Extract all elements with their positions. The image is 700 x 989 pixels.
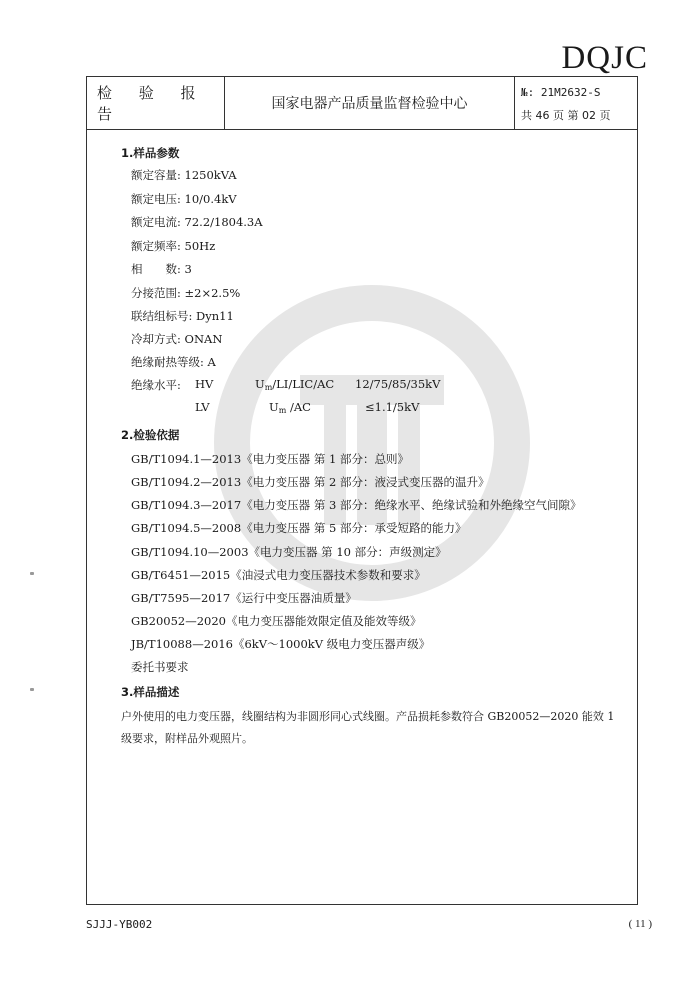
- standard-item: GB/T1094.10—2003《电力变压器 第 10 部分：声级测定》: [131, 545, 447, 559]
- hv-value: 12/75/85/35kV: [355, 377, 441, 391]
- section-title: 3.样品描述: [121, 685, 180, 699]
- param-value: 1250kVA: [184, 168, 237, 182]
- param-row: [131, 191, 237, 207]
- lv-param: $U_m$ /AC: [269, 400, 311, 415]
- param-label: 冷却方式:: [131, 332, 181, 346]
- description-line: 级要求，附样品外观照片。: [121, 732, 253, 745]
- param-row: [131, 331, 222, 347]
- lv-value: ≤1.1/5kV: [365, 400, 420, 414]
- standard-item: GB/T1094.1—2013《电力变压器 第 1 部分：总则》: [131, 452, 409, 466]
- standard-item: GB/T1094.2—2013《电力变压器 第 2 部分：液浸式变压器的温升》: [131, 475, 490, 489]
- param-label: 分接范围:: [131, 286, 181, 300]
- section-title: 2.检验依据: [121, 428, 180, 442]
- param-value: A: [207, 355, 216, 369]
- insulation-label: 绝缘水平:: [131, 378, 181, 392]
- report-number: №: 21M2632-S: [521, 86, 601, 99]
- param-value: 50Hz: [184, 239, 216, 253]
- param-label: 相 数:: [131, 262, 181, 276]
- param-value: ONAN: [184, 332, 223, 346]
- standard-item: GB/T7595—2017《运行中变压器油质量》: [131, 591, 357, 605]
- page-count: 共 46 页 第 02 页: [521, 109, 611, 122]
- param-value: Dyn11: [196, 309, 234, 323]
- footer-page-number: ( 11 ): [628, 918, 652, 930]
- param-row: [131, 285, 240, 301]
- punch-mark: [30, 572, 34, 575]
- param-value: 72.2/1804.3A: [184, 215, 263, 229]
- standard-item: GB/T6451—2015《油浸式电力变压器技术参数和要求》: [131, 568, 426, 582]
- param-row: [131, 238, 215, 254]
- param-label: 额定容量:: [131, 168, 181, 182]
- report-body: [87, 77, 637, 904]
- param-label: 额定频率:: [131, 239, 181, 253]
- param-row: [131, 354, 216, 370]
- param-row: [131, 214, 263, 230]
- param-label: 额定电压:: [131, 192, 181, 206]
- param-value: 10/0.4kV: [184, 192, 237, 206]
- report-title: 检 验 报 告: [97, 84, 207, 123]
- report-frame: [86, 76, 638, 905]
- param-label: 绝缘耐热等级:: [131, 355, 204, 369]
- inspection-center-name: 国家电器产品质量监督检验中心: [271, 96, 468, 112]
- standard-item: GB/T1094.5—2008《电力变压器 第 5 部分：承受短路的能力》: [131, 521, 467, 535]
- description-line: 户外使用的电力变压器，线圈结构为非圆形同心式线圈。产品损耗参数符合 GB20052—2020 能效 1: [121, 710, 615, 723]
- param-label: 联结组标号:: [131, 309, 193, 323]
- param-row: [131, 308, 234, 324]
- brand-mark: DQJC: [561, 40, 648, 76]
- hv-name: HV: [195, 377, 214, 391]
- section-title: 1.样品参数: [121, 146, 180, 160]
- param-row: [131, 167, 237, 183]
- hv-param: $U_m/LI/LIC/AC$: [255, 377, 335, 392]
- param-label: 额定电流:: [131, 215, 181, 229]
- lv-name: LV: [195, 400, 210, 414]
- standard-item: GB/T1094.3—2017《电力变压器 第 3 部分：绝缘水平、绝缘试验和外绝缘空气间隙》: [131, 498, 582, 512]
- standard-item: GB20052—2020《电力变压器能效限定值及能效等级》: [131, 614, 422, 628]
- form-code: SJJJ-YB002: [86, 918, 153, 931]
- standard-item: 委托书要求: [131, 660, 189, 674]
- param-row: [131, 261, 192, 277]
- standard-item: JB/T10088—2016《6kV～1000kV 级电力变压器声级》: [131, 637, 431, 651]
- punch-mark: [30, 688, 34, 691]
- param-value: ±2×2.5%: [184, 286, 241, 300]
- param-value: 3: [184, 262, 192, 276]
